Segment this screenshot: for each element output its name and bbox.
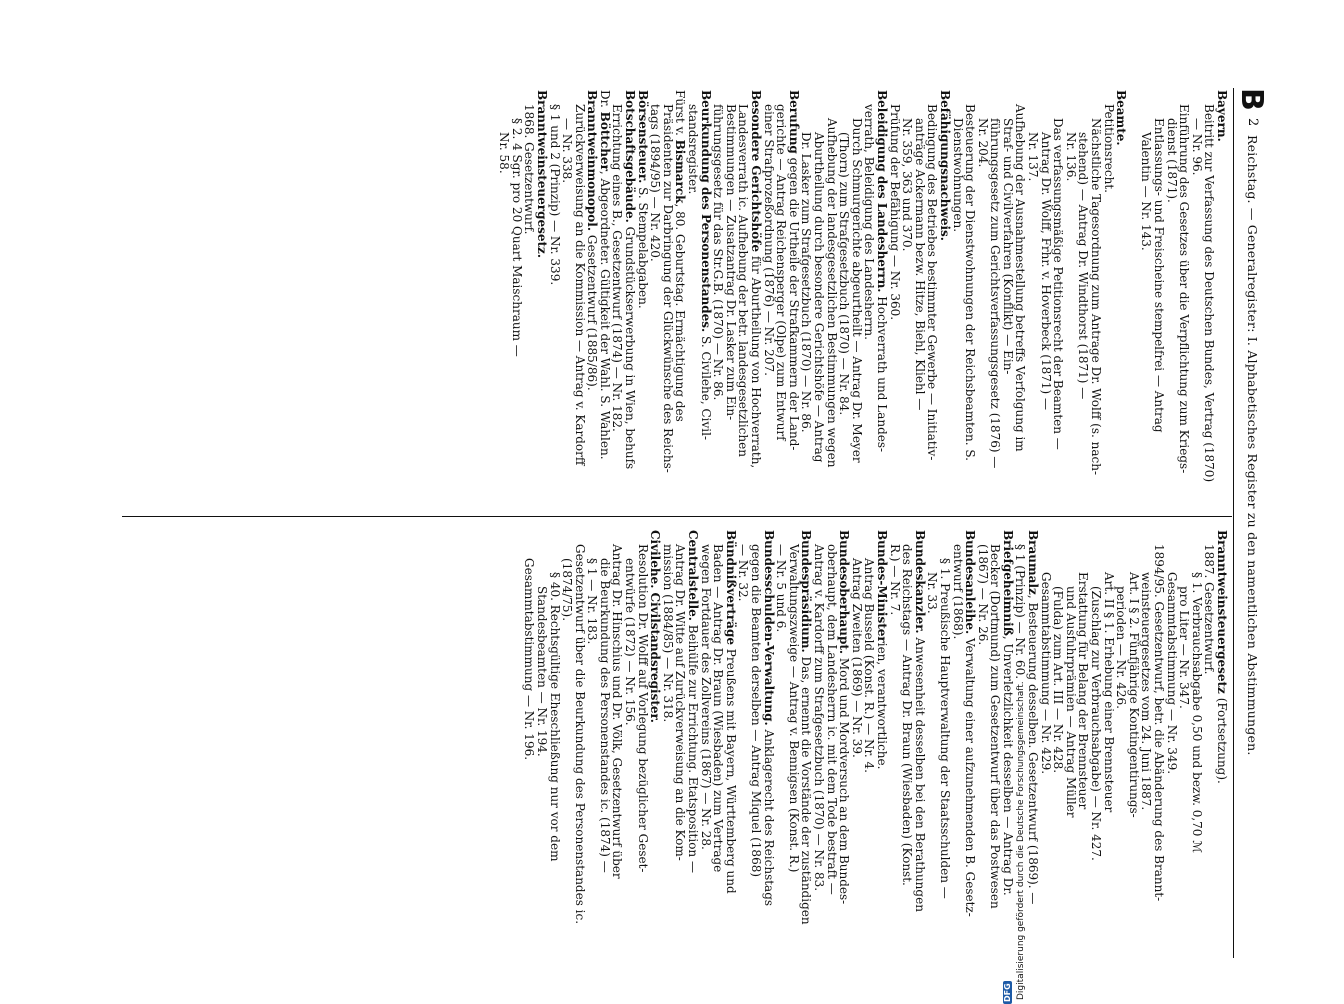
right-column-line: Gesammtabstimmung — Nr. 429. [1038, 572, 1053, 775]
left-column-line: Befähigungsnachweis. [937, 90, 952, 241]
right-column-line: Bundesschulden-Verwaltung. Anklagerecht des Reichstags [761, 530, 776, 907]
right-column-line: oberhaupt, dem Landesherrn ic. mit dem Tode bestraft — [824, 544, 839, 895]
left-column [498, 90, 1228, 508]
left-column-line: Beleidigung des Landesherrn. Hochverrath und Landes- [874, 90, 889, 453]
left-column-line: Dienstwohnungen. [950, 118, 965, 233]
running-header: Reichstag. — Generalregister: I. Alphabetisches Register zu den namentlichen Abstimmungen. [1245, 135, 1260, 756]
left-column-line: § 1 und 2 (Prinzip) — Nr. 339. [547, 104, 562, 286]
left-column-line: Errichtung eines B., Gesetzentwurf (1874) — Nr. 182. [610, 104, 625, 432]
left-column-line: Nr. 136. [1063, 132, 1078, 182]
left-column-line: Bayern. [1215, 90, 1229, 142]
right-column-line: und Ausfuhrprämien — Antrag Müller [1063, 586, 1078, 818]
left-column-line: Beurkundung des Personenstandes. S. Civilehe, Civil- [698, 90, 713, 441]
left-column-line: Dr. Lasker zum Strafgesetzbuch (1870) — Nr. 86. [799, 132, 814, 433]
left-column-line: verrath, Beleidigung des Landesherrn. [862, 104, 877, 340]
right-column-line: entwurf (1868). [950, 544, 965, 640]
right-column-line: weinsteuergesetzes vom 24. Juni 1887. [1139, 572, 1154, 811]
left-column-line: Nächstliche Tagesordnung zum Antrage Dr. Wolff (s. nach- [1089, 118, 1104, 476]
right-column-line: Art. I § 2. Fünfjährige Kontingentirungs- [1126, 572, 1141, 818]
right-column-line: Bundeskanzler. Anwesenheit desselben bei den Berathungen [912, 530, 927, 912]
right-column-line: Baden — Antrag Dr. Braun (Wiesbaden) zum Vertrage [711, 544, 726, 873]
left-column-line: Nr. 359, 363 und 370. [900, 118, 915, 252]
left-column-line: Branntweinsteuergesetz. [534, 90, 549, 259]
left-column-line: standsregister. [686, 104, 701, 195]
left-column-line: Branntweinmonopol. Gesetzentwurf (1885/86). [585, 90, 600, 391]
dfg-logo: DFG [1003, 983, 1012, 1002]
right-column-line: Antrag Zweiten (1869) — Nr. 39. [849, 558, 864, 758]
right-column-line: 1894/95. Gesetzentwurf, betr. die Abänderung des Brannt- [1152, 544, 1167, 902]
left-column-line: Fürst v. Bismarck, 80. Geburtstag. Ermächtigung des [673, 90, 688, 422]
left-column-line: Beamte. [1114, 90, 1129, 146]
left-column-line: Antrag Dr. Wolff, Frhr. v. Hoverbeck (1871) — [1038, 132, 1053, 411]
left-column-line: Besteuerung der Dienstwohnungen der Reichsbeamten. S. [963, 104, 978, 461]
left-column-line: Durch Schmurgerichte abgeurtheilt — Antrag Dr. Meyer [849, 118, 864, 463]
right-column-line: Bundesoberhaupt. Mord und Mordversuch an dem Bundes- [837, 530, 852, 905]
right-column-line: Centralstelle. Beihülfe zur Errichtung. Etatsposition — [686, 530, 701, 873]
right-column-line: entwürfe (1872) — Nr. 156. [623, 558, 638, 726]
column-divider [122, 516, 1232, 517]
right-column-line: Resolution Dr. Wolff auf Vorlegung bezüglicher Geset- [635, 544, 650, 873]
left-column-line: anträge Ackermann bezw. Hitze, Biehl, Kliehl — [912, 118, 927, 411]
right-column-line: § 1. Preußische Hauptverwaltung der Staatsschulden — [937, 558, 952, 899]
right-column-line: Briefgeheimniß, Unverletzlichkeit desselben — Antrag Dr. [1000, 530, 1015, 896]
right-column-line: — Nr. 32. [736, 544, 751, 602]
right-column-line: (1867) — Nr. 26. [975, 544, 990, 646]
right-column-line: perioden — Nr. 426. [1114, 586, 1129, 709]
left-column-line [1127, 90, 1140, 508]
right-column-line: § 1. Verbrauchsabgabe 0,50 und bezw. 0,70 ℳ [1189, 572, 1204, 854]
header-rule [1233, 88, 1234, 958]
right-column-line: Branntweinsteuergesetz (Fortsetzung). [1215, 530, 1229, 784]
right-column-line: die Beurkundung des Personenstandes ic. (1874) — [597, 558, 612, 873]
left-column-line: Valentin — Nr. 143. [1139, 132, 1154, 251]
left-column-line: Prüfung der Befähigung — Nr. 360. [887, 104, 902, 321]
right-column-line: Braumalz, Besteuerung desselben. Gesetzentwurf (1869). — [1026, 530, 1041, 905]
right-column-line: Gesammtabstimmung — Nr. 349. [1164, 572, 1179, 775]
left-column-line: dienst (1871). [1164, 118, 1179, 203]
right-column-line: (1874/75). [560, 558, 575, 622]
left-column-line: Bestimmungen — Zusatzantrag Dr. Lasker zum Ein- [723, 104, 738, 421]
right-column-line: Art. II § 1. Erhebung einer Brennsteuer [1101, 572, 1116, 813]
left-column-line: — Nr. 338. [560, 118, 575, 184]
left-column-line: Präsidenten zur Darbringung der Glückwünsche des Reichs- [660, 104, 675, 473]
left-column-line: § 2. 4 Sgr. pro 20 Quart Maischraum — [509, 118, 524, 357]
right-column-line: Verwaltungszweige — Antrag v. Bennigsen (Konst. R.) [786, 544, 801, 873]
right-column-line: gegen die Beamten derselben — Antrag Miquel (1868) [749, 544, 764, 878]
left-column-line: Börsensteuer. S. Stempelabgaben. [635, 90, 650, 309]
left-column-line: 1868. Gesetzentwurf. [522, 104, 537, 235]
right-column-line: Antrag Busseld (Konst. R.) — Nr. 4. [862, 558, 877, 773]
left-column-line: Botschaftsgebäude. Grundstückserwerbung in Wien, behufs [623, 90, 638, 470]
right-column-line: Antrag v. Kardorff zum Strafgesetzbuch (1870) — Nr. 83. [812, 544, 826, 892]
left-column-line: Aufhebung der Ausnahmestellung betreffs Verfolgung im [1013, 104, 1028, 452]
page-number: 2 [1245, 118, 1260, 127]
left-column-line: gerichte — Antrag Reichensperger (Olpe) zum Entwurf [774, 104, 789, 441]
right-column-line: Erstattung für Belang der Brennsteuer [1076, 572, 1091, 810]
right-column-line: Becker (Dortmund) zum Gesetzentwurf über das Postwesen [988, 544, 1003, 909]
left-column-line: führungsgesetz zum Gerichtsverfassungsgesetz (1876) — [988, 118, 1003, 469]
right-column-line: Standesbeamten — Nr. 194. [534, 586, 549, 757]
right-column-line: § 1 (Prinzip) — Nr. 60. [1013, 544, 1028, 680]
right-column-line: Bündnißverträge Preußens mit Bayern, Württemberg und [723, 530, 738, 894]
register-letter: B [1234, 88, 1269, 111]
left-column-line: — Nr. 96. [1189, 118, 1204, 176]
right-column-line: § 1 — Nr. 183. [585, 558, 600, 645]
left-column-line: einer Strafprozeßordnung (1876) — Nr. 207. [761, 104, 776, 376]
left-column-line: führungsgesetz für das Str.G.B. (1870) — Nr. 86. [711, 104, 726, 401]
right-column-line: 1887. Gesetzentwurf. [1202, 544, 1217, 675]
right-column-line: Nr. 33. [925, 572, 940, 614]
right-column-line: R.) — Nr. 7. [887, 544, 902, 616]
right-column-line: Antrag Dr. Hinschius und Dr. Völk, Gesetzentwurf über [610, 544, 625, 879]
left-column-line: Aufhebung der landesgesetzlichen Bestimmungen wegen [824, 118, 839, 468]
left-column-line: Petitionsrecht. [1101, 104, 1116, 193]
right-column-line: § 40. Rechtsgültige Eheschließung nur vor dem [547, 572, 562, 862]
right-column-line: Antrag Dr. Witte auf Zurückverweisung an die Kom- [673, 544, 688, 861]
right-column-line: wegen Fortdauer des Zollvereins (1867) — Nr. 28. [698, 544, 713, 850]
right-column-line: Civilehe. Civilstandsregister. [648, 530, 663, 723]
right-column [523, 530, 1228, 948]
left-column-line: Das verfassungsmäßige Petitionsrecht der Beamten — [1051, 118, 1066, 450]
left-column-line: Dr. Böttcher, Abgeordneter. Gültigkeit der Wahl. S. Wahlen. [597, 90, 612, 460]
funding-text: Digitalisierung gefördert durch die Deutsche Forschungsgemeinschaft. [1016, 681, 1026, 1000]
right-column-line: (Fulda) zum Art. III — Nr. 428. [1051, 586, 1066, 774]
left-column-line: Nr. 137. [1026, 132, 1041, 182]
left-column-line: stehend) — Antrag Dr. Windthorst (1871) — [1076, 132, 1091, 400]
left-column-line: Einführung des Gesetzes über die Verpflichtung zum Kriegs- [1177, 104, 1192, 474]
left-column-line: Nr. 204. [975, 118, 990, 168]
left-column-line: tags (1894/95) — Nr. 420. [648, 104, 663, 262]
right-column-line: Bundes-Ministerien, verantwortliche. [874, 530, 889, 770]
right-column-line: Bundespräsidium. Das, ernennt die Vorstände der zuständigen [799, 530, 814, 925]
right-column-line: pro Liter — Nr. 347. [1177, 586, 1192, 709]
left-column-line: Entlassungs- und Freischeine stempelfrei — Antrag [1152, 118, 1167, 433]
left-column-line: Berufung gegen die Urtheile der Strafkammern der Land- [786, 90, 801, 451]
left-column-line: Zurückverweisung an die Kommission — Antrag v. Kardorff [572, 104, 587, 466]
right-column-line: mission (1884/85) — Nr. 318. [660, 544, 675, 723]
right-column-line: des Reichstags — Antrag Dr. Braun (Wiesbaden) (Konst. [900, 544, 915, 886]
left-column-line: Nr. 58. [497, 132, 512, 174]
right-column-line: Gesetzentwurf über die Beurkundung des Personenstandes ic. [572, 544, 587, 925]
right-column-line: Bundesanleihe. Verwaltung einer aufzunehmenden B. Gesetz- [963, 530, 978, 917]
left-column-line: Beitritt zur Verfassung des Deutschen Bundes, Vertrag (1870) [1202, 104, 1217, 483]
right-column-line: (Zuschlag zur Verbrauchsabgabe) — Nr. 427. [1089, 586, 1104, 861]
left-column-line: (Thorn) zum Strafgesetzbuch (1870) — Nr. 84. [837, 132, 852, 416]
left-column-line: Straf- und Civilverfahren (Konflikt) — Ein- [1000, 118, 1015, 375]
left-column-line: Landesverrath ic. Aufhebung der betr. landesgesetzlichen [736, 104, 751, 457]
left-column-line: Besondere Gerichtshöfe für Aburtheilung von Hochverrath, [749, 90, 764, 469]
right-column-line: — Nr. 5 und 6. [774, 544, 789, 633]
left-column-line: Bedingung des Betriebes bestimmter Gewerbe — Initiativ- [925, 104, 940, 461]
left-column-line: Aburtheilung durch besondere Gerichtshöfe — Antrag [812, 132, 826, 463]
right-column-line: Gesammtabstimmung — Nr. 196. [522, 558, 537, 761]
